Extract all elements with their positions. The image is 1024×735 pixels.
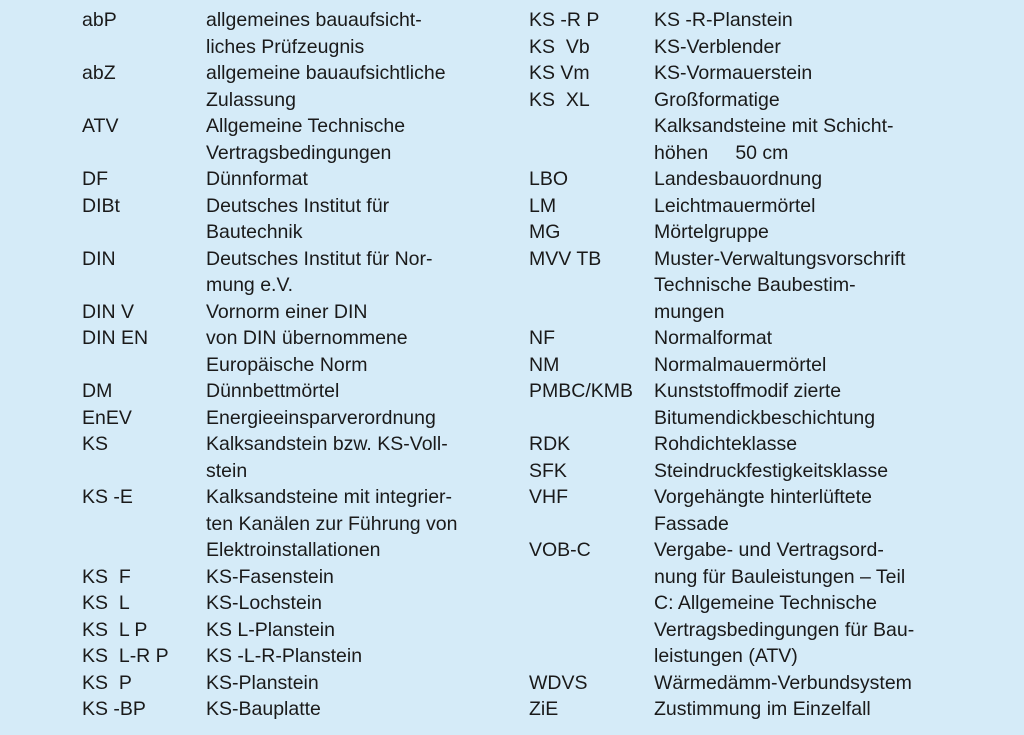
abbreviation-term: VHF <box>529 486 568 508</box>
abbreviation-term: ATV <box>82 115 119 137</box>
abbreviation-definition: mung e.V. <box>206 274 294 296</box>
abbreviation-term: KS L <box>82 592 130 614</box>
abbreviation-term: KS L P <box>82 618 148 641</box>
abbreviation-definition: Dünnbettmörtel <box>206 380 340 402</box>
abbreviation-line <box>82 219 502 246</box>
abbreviation-line <box>529 325 999 352</box>
abbreviation-definition: Energieeinsparverordnung <box>206 406 436 429</box>
abbreviation-term: KS L-R P <box>82 645 169 667</box>
abbreviation-definition: Kalksandstein bzw. KS-Voll- <box>206 433 448 455</box>
abbreviation-line <box>529 458 999 485</box>
abbreviation-definition: Dünnformat <box>206 168 308 190</box>
abbreviation-term: KS -E <box>82 486 133 508</box>
abbreviation-term: PMBC/KMB <box>529 380 634 402</box>
abbreviation-term: KS P <box>82 671 132 694</box>
abbreviation-line <box>82 670 502 697</box>
abbreviation-term: DIN V <box>82 300 135 323</box>
abbreviation-line <box>82 193 502 220</box>
abbreviation-definition: leistungen (ATV) <box>654 645 798 667</box>
abbreviation-term: EnEV <box>82 406 132 429</box>
abbreviation-line <box>529 537 999 564</box>
abbreviation-line <box>82 7 502 34</box>
abbreviation-definition: KS L-Planstein <box>206 618 335 641</box>
abbreviation-line <box>529 87 999 114</box>
abbreviation-line <box>529 193 999 220</box>
abbreviation-definition: Technische Baubestim- <box>654 274 856 296</box>
abbreviation-term: DF <box>82 168 108 190</box>
abbreviation-line <box>529 34 999 61</box>
abbreviation-line <box>82 272 502 299</box>
abbreviation-line <box>82 484 502 511</box>
abbreviation-line <box>529 696 999 723</box>
abbreviation-definition: Allgemeine Technische <box>206 115 406 137</box>
abbreviation-term: DIN <box>82 247 116 270</box>
abbreviation-line <box>529 511 999 538</box>
abbreviation-term: DIN EN <box>82 327 149 349</box>
abbreviation-line <box>529 378 999 405</box>
abbreviation-term: KS Vb <box>529 35 590 58</box>
abbreviation-line <box>529 166 999 193</box>
abbreviation-term: MG <box>529 221 561 243</box>
abbreviation-definition: Kalksandsteine mit Schicht- <box>654 115 894 137</box>
abbreviation-definition: KS-Fasenstein <box>206 565 334 588</box>
abbreviation-term: NM <box>529 353 560 376</box>
abbreviation-line <box>529 405 999 432</box>
abbreviation-definition: Vorgehängte hinterlüftete <box>654 486 872 508</box>
abbreviation-term: KS XL <box>529 88 590 111</box>
abbreviation-definition: Zustimmung im Einzelfall <box>654 698 871 720</box>
abbreviation-line <box>82 431 502 458</box>
abbreviation-term: KS -BP <box>82 698 146 720</box>
abbreviation-line <box>529 219 999 246</box>
abbreviation-line <box>82 378 502 405</box>
abbreviation-definition: Vergabe- und Vertragsord- <box>654 539 884 561</box>
abbreviation-definition: KS-Vormauerstein <box>654 62 813 84</box>
abbreviation-definition: Vertragsbedingungen für Bau- <box>654 618 915 641</box>
abbreviation-line <box>529 617 999 644</box>
abbreviation-term: KS <box>82 433 109 455</box>
abbreviation-definition: allgemeine bauaufsichtliche <box>206 62 446 84</box>
abbreviation-term: VOB-C <box>529 539 591 561</box>
abbreviation-line <box>82 511 502 538</box>
abbreviation-line <box>82 140 502 167</box>
abbreviation-line <box>82 696 502 723</box>
abbreviation-definition: allgemeines bauaufsicht- <box>206 9 422 31</box>
abbreviation-definition: Vornorm einer DIN <box>206 300 368 323</box>
abbreviation-column-left <box>82 7 502 723</box>
abbreviation-line <box>529 272 999 299</box>
abbreviation-line <box>529 140 999 167</box>
abbreviation-line <box>529 643 999 670</box>
abbreviation-definition: KS-Planstein <box>206 671 319 694</box>
abbreviation-line <box>529 299 999 326</box>
abbreviation-line <box>529 484 999 511</box>
abbreviation-definition: Europäische Norm <box>206 353 368 376</box>
abbreviation-line <box>82 60 502 87</box>
abbreviation-term: MVV TB <box>529 247 602 270</box>
abbreviation-definition: Zulassung <box>206 88 296 111</box>
abbreviation-definition: Deutsches Institut für <box>206 194 390 217</box>
abbreviation-definition: mungen <box>654 300 725 323</box>
abbreviation-definition: KS-Verblender <box>654 35 781 58</box>
abbreviation-definition: Rohdichteklasse <box>654 433 798 455</box>
abbreviation-definition: stein <box>206 459 248 482</box>
abbreviation-definition: KS -L-R-Planstein <box>206 645 363 667</box>
abbreviation-definition: liches Prüfzeugnis <box>206 35 365 58</box>
abbreviation-definition: Kalksandsteine mit integrier- <box>206 486 453 508</box>
abbreviation-definition: Großformatige <box>654 88 780 111</box>
abbreviation-term: ZiE <box>529 698 559 720</box>
abbreviation-term: KS -R P <box>529 9 600 31</box>
abbreviation-line <box>82 325 502 352</box>
abbreviation-line <box>82 166 502 193</box>
abbreviation-definition: Steindruckfestigkeitsklasse <box>654 459 889 482</box>
abbreviation-line <box>82 564 502 591</box>
abbreviation-line <box>529 246 999 273</box>
abbreviation-line <box>82 299 502 326</box>
abbreviation-term: abP <box>82 9 117 31</box>
abbreviation-line <box>82 617 502 644</box>
abbreviation-definition: Wärmedämm-Verbundsystem <box>654 671 912 694</box>
abbreviation-line <box>82 643 502 670</box>
abbreviation-definition: KS -R-Planstein <box>654 9 793 31</box>
abbreviation-definition: C: Allgemeine Technische <box>654 592 877 614</box>
abbreviation-line <box>529 60 999 87</box>
abbreviation-definition: Fassade <box>654 512 729 535</box>
abbreviation-line <box>82 113 502 140</box>
abbreviation-definition: ten Kanälen zur Führung von <box>206 512 458 535</box>
abbreviation-term: abZ <box>82 62 116 84</box>
abbreviation-definition: von DIN übernommene <box>206 327 408 349</box>
abbreviation-definition: Deutsches Institut für Nor- <box>206 247 433 270</box>
abbreviation-line <box>82 34 502 61</box>
abbreviation-definition: Elektroinstallationen <box>206 539 381 561</box>
abbreviation-definition: Vertragsbedingungen <box>206 141 392 164</box>
abbreviation-term: RDK <box>529 433 571 455</box>
abbreviation-term: NF <box>529 327 555 349</box>
abbreviation-term: SFK <box>529 459 567 482</box>
abbreviation-definition: Mörtelgruppe <box>654 221 769 243</box>
abbreviation-line <box>82 537 502 564</box>
abbreviation-term: LM <box>529 194 557 217</box>
abbreviation-term: WDVS <box>529 671 588 694</box>
abbreviation-line <box>82 405 502 432</box>
abbreviation-definition: Bitumendickbeschichtung <box>654 406 876 429</box>
abbreviation-term: KS F <box>82 565 131 588</box>
abbreviation-term: KS Vm <box>529 62 590 84</box>
abbreviation-definition: Normalformat <box>654 327 773 349</box>
abbreviation-definition: Bautechnik <box>206 221 303 243</box>
abbreviation-definition: Leichtmauermörtel <box>654 194 816 217</box>
abbreviation-line <box>529 352 999 379</box>
abbreviation-definition: höhen 50 cm <box>654 141 789 164</box>
abbreviation-line <box>529 564 999 591</box>
abbreviation-definition: Kunststoffmodif zierte <box>654 380 842 402</box>
abbreviation-definition: nung für Bauleistungen – Teil <box>654 565 906 588</box>
abbreviation-line <box>82 87 502 114</box>
abbreviation-line <box>82 246 502 273</box>
abbreviation-definition: KS-Bauplatte <box>206 698 321 720</box>
abbreviation-line <box>529 113 999 140</box>
abbreviation-line <box>82 352 502 379</box>
abbreviation-line <box>529 431 999 458</box>
abbreviation-definition: Normalmauermörtel <box>654 353 827 376</box>
abbreviation-line <box>529 670 999 697</box>
abbreviation-definition: Landesbauordnung <box>654 168 823 190</box>
abbreviation-definition: KS-Lochstein <box>206 592 322 614</box>
abbreviation-column-right <box>529 7 999 723</box>
abbreviation-definition: Muster-Verwaltungsvorschrift <box>654 247 906 270</box>
abbreviation-line <box>82 458 502 485</box>
abbreviation-term: DIBt <box>82 194 120 217</box>
abbreviation-line <box>529 590 999 617</box>
abbreviation-term: LBO <box>529 168 569 190</box>
abbreviation-line <box>82 590 502 617</box>
abbreviation-term: DM <box>82 380 113 402</box>
abbreviation-line <box>529 7 999 34</box>
